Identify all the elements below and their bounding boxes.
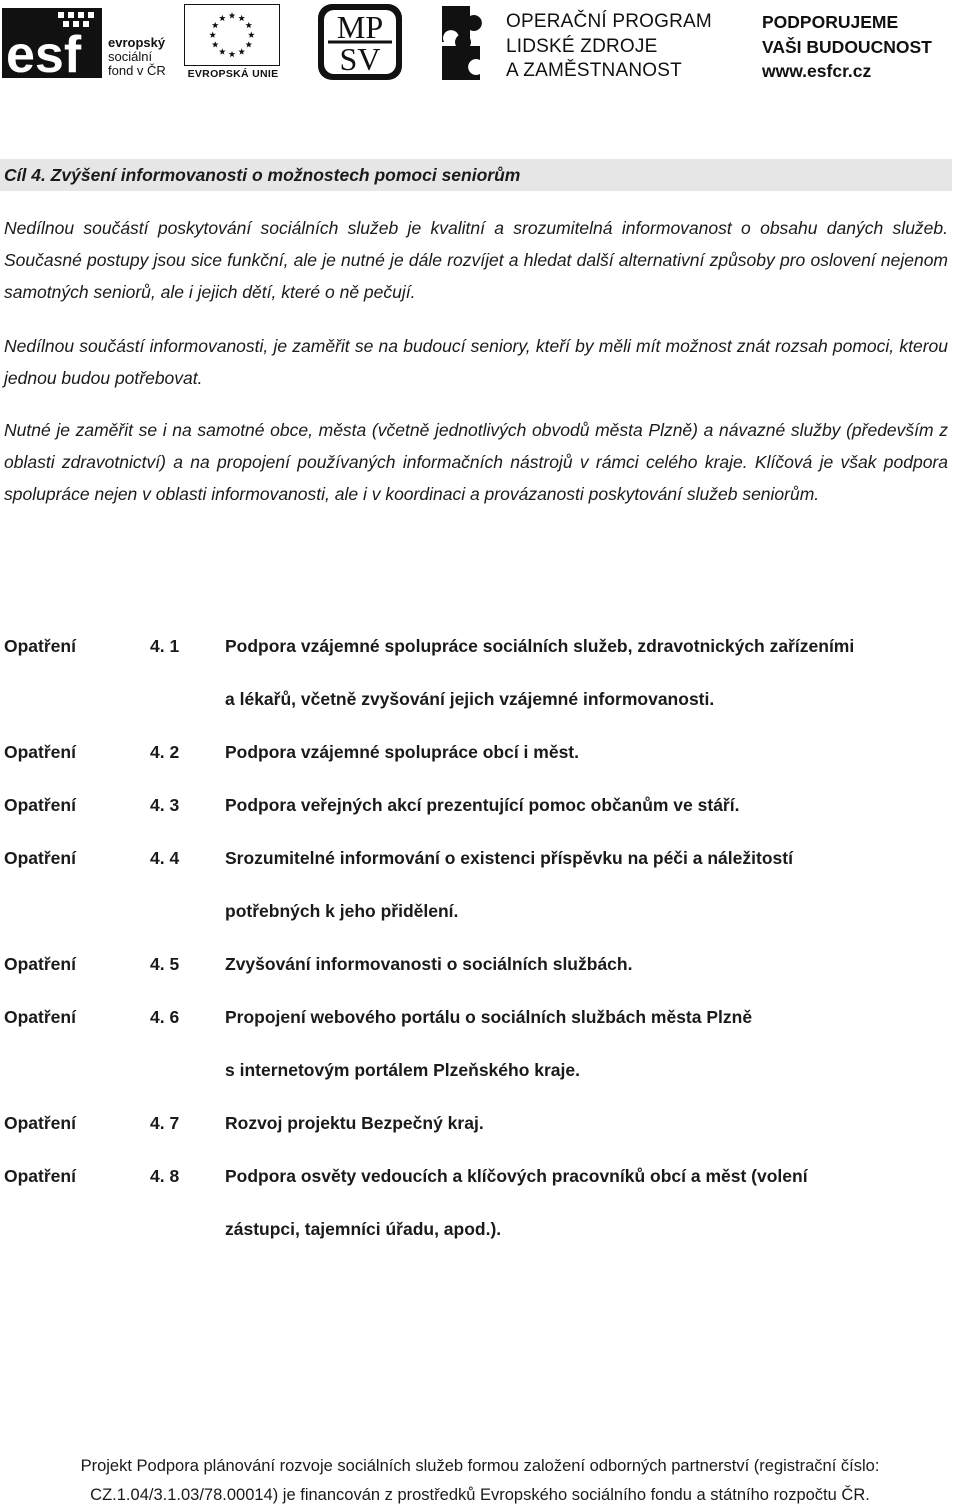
measure-text: Zvyšování informovanosti o sociálních službách. bbox=[225, 954, 633, 974]
measure-item bbox=[4, 832, 948, 938]
eu-star-icon bbox=[229, 51, 236, 57]
paragraph-3: Nutné je zaměřit se i na samotné obce, města (včetně jednotlivých obvodů města Plzně) a návazné služby (především z oblasti zdravotnictví) a na propojení používaných informačních nástrojů v rámci celého kraje. Klíčová je však podpora spolupráce nejen v oblasti informovanosti, ale i v koordinaci a provázanosti poskytování služeb seniorům. bbox=[4, 420, 948, 504]
esf-line-2: sociální bbox=[108, 49, 153, 64]
measure-label: Opatření bbox=[4, 1166, 76, 1186]
measure-text-cont: potřebných k jeho přidělení. bbox=[225, 901, 459, 921]
logo-banner bbox=[0, 0, 960, 84]
measure-number: 4. 2 bbox=[150, 742, 180, 762]
measure-label: Opatření bbox=[4, 795, 76, 815]
measure-label: Opatření bbox=[4, 954, 76, 974]
support-slogan bbox=[760, 2, 960, 82]
mpsv-logo bbox=[316, 2, 404, 82]
measure-number: 4. 8 bbox=[150, 1166, 180, 1186]
measure-text: Rozvoj projektu Bezpečný kraj. bbox=[225, 1113, 484, 1133]
eu-star-icon bbox=[229, 12, 236, 18]
measure-number: 4. 3 bbox=[150, 795, 180, 815]
eu-star-icon bbox=[238, 15, 245, 21]
eu-star-icon bbox=[248, 32, 255, 38]
measure-number: 4. 1 bbox=[150, 636, 180, 656]
measure-number: 4. 6 bbox=[150, 1007, 180, 1027]
esf-mark-icon bbox=[2, 8, 102, 78]
paragraph-1: Nedílnou součástí poskytování sociálních služeb je kvalitní a srozumitelná informovanost o obsahu daných služeb. Současné postupy jsou sice funkční, ale je nutné je dále rozvíjet a hledat další alternativní způsoby pro oslovení nejenom samotných seniorů, ale i jejich dětí, které o ně pečují. bbox=[4, 218, 948, 302]
goal-heading: Cíl 4. Zvýšení informovanosti o možnostech pomoci seniorům bbox=[0, 159, 952, 191]
puzzle-icon bbox=[436, 2, 500, 82]
measure-number: 4. 7 bbox=[150, 1113, 180, 1133]
esf-mark-text: esf bbox=[6, 26, 82, 78]
measure-item bbox=[4, 938, 948, 991]
eu-star-icon bbox=[219, 15, 226, 21]
slogan-url: www.esfcr.cz bbox=[762, 61, 872, 81]
eu-star-icon bbox=[212, 41, 219, 47]
footer-line-2: CZ.1.04/3.1.03/78.00014) je financován z prostředků Evropského sociálního fondu a státního rozpočtu ČR. bbox=[90, 1486, 870, 1504]
eu-star-icon bbox=[212, 22, 219, 28]
measure-label: Opatření bbox=[4, 1113, 76, 1133]
measure-label: Opatření bbox=[4, 1007, 76, 1027]
footer-line-1: Projekt Podpora plánování rozvoje sociálních služeb formou založení odborných partnerství (registrační číslo: bbox=[80, 1457, 880, 1475]
paragraph-2: Nedílnou součástí informovanosti, je zaměřit se na budoucí seniory, kteří by měli mít možnost znát rozsah pomoci, kterou jednou budou potřebovat. bbox=[4, 336, 948, 388]
mpsv-icon bbox=[316, 2, 404, 82]
measure-item bbox=[4, 779, 948, 832]
measure-number: 4. 5 bbox=[150, 954, 180, 974]
measure-label: Opatření bbox=[4, 848, 76, 868]
measure-number: 4. 4 bbox=[150, 848, 180, 868]
measure-item bbox=[4, 1150, 948, 1256]
eu-star-icon bbox=[245, 22, 252, 28]
op-line-1: OPERAČNÍ PROGRAM bbox=[506, 11, 712, 32]
eu-stars-icon bbox=[184, 4, 280, 66]
eu-star-icon bbox=[219, 48, 226, 54]
measure-item bbox=[4, 991, 948, 1097]
measure-item bbox=[4, 1097, 948, 1150]
measures-list bbox=[4, 620, 948, 1256]
measure-text-cont: zástupci, tajemníci úřadu, apod.). bbox=[225, 1219, 502, 1239]
measure-text-cont: a lékařů, včetně zvyšování jejich vzájemné informovanosti. bbox=[225, 689, 715, 709]
op-line-3: A ZAMĚSTNANOST bbox=[506, 60, 682, 81]
project-footer bbox=[0, 1452, 960, 1510]
eu-label: EVROPSKÁ UNIE bbox=[187, 68, 279, 80]
eu-logo bbox=[182, 2, 284, 82]
slogan-line-2: VAŠI BUDOUCNOST bbox=[762, 36, 932, 57]
measure-label: Opatření bbox=[4, 636, 76, 656]
eu-star-icon bbox=[238, 48, 245, 54]
measure-text: Podpora veřejných akcí prezentující pomoc občanům ve stáří. bbox=[225, 795, 740, 815]
eu-star-icon bbox=[209, 32, 216, 38]
eu-star-icon bbox=[245, 41, 252, 47]
measure-text: Podpora vzájemné spolupráce obcí i měst. bbox=[225, 742, 579, 762]
measure-text: Podpora osvěty vedoucích a klíčových pracovníků obcí a měst (volení bbox=[225, 1166, 808, 1186]
measure-item bbox=[4, 726, 948, 779]
op-line-2: LIDSKÉ ZDROJE bbox=[506, 35, 658, 57]
mpsv-line-2: SV bbox=[339, 41, 381, 77]
measure-text: Srozumitelné informování o existenci příspěvku na péči a náležitostí bbox=[225, 848, 793, 868]
op-logo bbox=[436, 2, 746, 82]
measure-text: Propojení webového portálu o sociálních službách města Plzně bbox=[225, 1007, 753, 1027]
measure-text-cont: s internetovým portálem Plzeňského kraje. bbox=[225, 1060, 580, 1080]
esf-line-1: evropský bbox=[108, 35, 166, 50]
measure-label: Opatření bbox=[4, 742, 76, 762]
esf-line-3: fond v ČR bbox=[108, 63, 166, 78]
measure-item bbox=[4, 620, 948, 726]
slogan-line-1: PODPORUJEME bbox=[762, 12, 899, 32]
mpsv-line-1: MP bbox=[336, 9, 384, 45]
measure-text: Podpora vzájemné spolupráce sociálních služeb, zdravotnických zařízeními bbox=[225, 636, 855, 656]
esf-logo bbox=[0, 2, 178, 82]
